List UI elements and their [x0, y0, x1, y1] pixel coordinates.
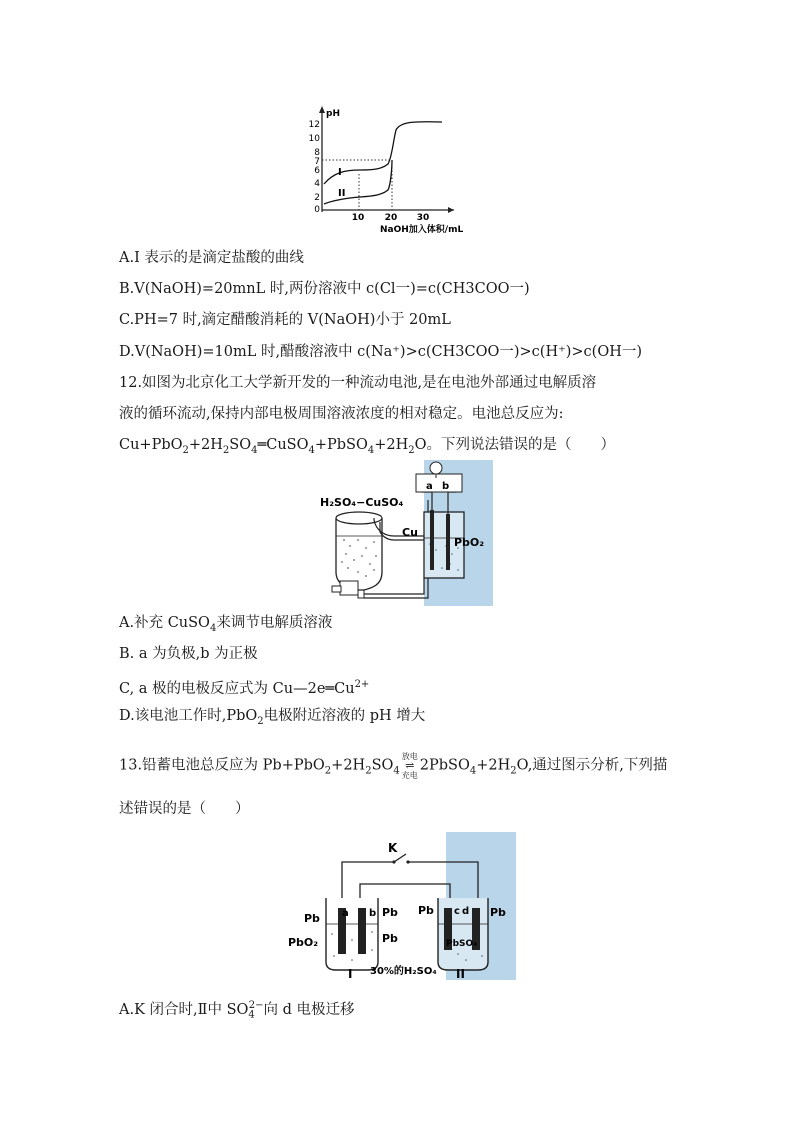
q11-option-d: D.V(NaOH)=10mL 时,醋酸溶液中 c(Na⁺)>c(CH3COO一)>c(H⁺)>c(OH一) [119, 344, 643, 360]
curve-2-label: II [338, 188, 346, 199]
pb-label-right1: Pb [418, 904, 434, 917]
beaker-1-label: I [348, 967, 353, 981]
q12-option-a: A.补充 CuSO$_4$来调节电解质溶液 [119, 615, 333, 634]
pb-label-left: Pb [304, 912, 320, 925]
q11-option-a: A.I 表示的是滴定盐酸的曲线 [119, 250, 304, 266]
y-axis-label: pH [326, 109, 340, 119]
pbo2-label: PbO₂ [288, 936, 319, 949]
tank-label: H₂SO₄−CuSO₄ [320, 496, 404, 509]
q13-stem-line2: 述错误的是（ ） [119, 801, 250, 817]
lead-acid-battery-diagram [278, 832, 516, 980]
pb-label-mid1: Pb [382, 906, 398, 919]
y-tick: 0 [314, 205, 320, 215]
q13-option-a: A.K 闭合时,Ⅱ中 $SO_4^{2-}$向 d 电极迁移 [119, 1000, 355, 1021]
q12-option-d: D.该电池工作时,PbO$_2$电极附近溶液的 pH 增大 [119, 708, 426, 727]
x-tick: 30 [416, 213, 430, 223]
q11-option-c: C.PH=7 时,滴定醋酸消耗的 V(NaOH)小于 20mL [119, 312, 451, 328]
electrode-a-label: a [342, 908, 349, 919]
q12-option-c: C, a 极的电极反应式为 $Cu—2e═Cu^{2+}$ [119, 679, 370, 697]
curve-1-label: I [338, 167, 342, 178]
q12-option-b: B. a 为负极,b 为正极 [119, 646, 258, 662]
q12-stem-line1: 12.如图为北京化工大学新开发的一种流动电池,是在电池外部通过电解质溶 [119, 375, 597, 391]
y-tick: 10 [308, 134, 320, 144]
electrode-b-label: b [369, 908, 377, 919]
acid-label: 30%的H₂SO₄ [370, 966, 437, 977]
cu-label: Cu [402, 526, 418, 539]
q13-stem-line1: 13.铅蓄电池总反应为 $Pb+PbO_2+2H_2SO_4$放电 ⇌ 充电$2PbSO_4+2H_2O$,通过图示分析,下列描 [119, 752, 668, 780]
electrode-a-label: a [426, 481, 433, 492]
x-axis-label: NaOH加入体积/mL [380, 225, 464, 235]
y-tick: 6 [314, 166, 320, 176]
pbo2-label: PbO₂ [454, 536, 485, 549]
titration-graph [308, 102, 464, 236]
y-tick: 4 [314, 179, 320, 189]
electrode-b-label: b [442, 481, 450, 492]
flow-battery-diagram [318, 460, 493, 606]
pb-label-right2: Pb [490, 906, 506, 919]
electrode-d-label: d [462, 906, 470, 917]
pb-label-mid2: Pb [382, 932, 398, 945]
q12-stem-line2: 液的循环流动,保持内部电极周围溶液浓度的相对稳定。电池总反应为: [119, 406, 564, 422]
x-tick: 20 [384, 213, 398, 223]
reaction-arrow: 放电 ⇌ 充电 [401, 752, 418, 780]
x-tick: 10 [351, 213, 365, 223]
y-tick: 8 [314, 148, 320, 158]
y-tick: 12 [308, 120, 320, 130]
pbso4-label: PbSO₄ [446, 939, 478, 949]
beaker-2-label: II [456, 967, 465, 981]
q11-option-b: B.V(NaOH)=20mnL 时,两份溶液中 c(Cl一)=c(CH3COO一) [119, 281, 530, 297]
switch-k-label: K [388, 841, 398, 855]
y-tick: 7 [314, 157, 320, 167]
q12-equation: $Cu+PbO_2+2H_2SO_4═CuSO_4+PbSO_4+2H_2O$。下列说法错误的是（ ） [119, 437, 616, 456]
electrode-c-label: c [454, 906, 460, 917]
y-tick: 2 [314, 193, 320, 203]
